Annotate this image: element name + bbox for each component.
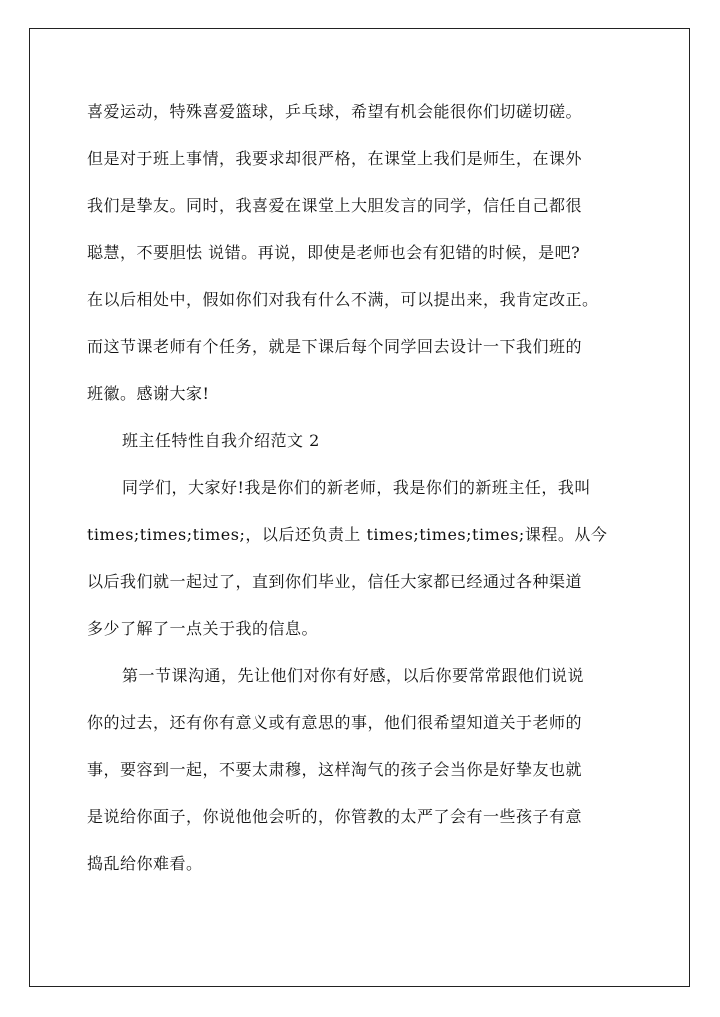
text-line: 聪慧，不要胆怯 说错。再说，即使是老师也会有犯错的时候，是吧? (87, 243, 581, 262)
text-line: 第一节课沟通，先让他们对你有好感，以后你要常常跟他们说说 (122, 666, 585, 685)
text-line: 以后我们就一起过了，直到你们毕业，信任大家都已经通过各种渠道 (87, 572, 583, 591)
text-line: 而这节课老师有个任务，就是下课后每个同学回去设计一下我们班的 (87, 337, 583, 356)
text-line: 事，要容到一起，不要太肃穆，这样淘气的孩子会当你是好挚友也就 (87, 760, 583, 779)
text-line: 是说给你面子，你说他他会听的，你管教的太严了会有一些孩子有意 (87, 807, 583, 826)
text-line: 同学们，大家好!我是你们的新老师，我是你们的新班主任，我叫 (122, 478, 591, 497)
section-heading: 班主任特性自我介绍范文 2 (122, 431, 320, 450)
text-line: 捣乱给你难看。 (87, 854, 203, 873)
text-line: times;times;times;，以后还负责上 times;times;times;课程。从今 (87, 525, 608, 544)
text-line: 班徽。感谢大家! (87, 384, 210, 403)
text-line: 多少了解了一点关于我的信息。 (87, 619, 319, 638)
text-line: 在以后相处中，假如你们对我有什么不满，可以提出来，我肯定改正。 (87, 290, 599, 309)
text-line: 你的过去，还有你有意义或有意思的事，他们很希望知道关于老师的 (87, 713, 583, 732)
text-line: 喜爱运动，特殊喜爱篮球，乒乓球，希望有机会能很你们切磋切磋。 (87, 102, 583, 121)
text-line: 我们是挚友。同时，我喜爱在课堂上大胆发言的同学，信任自己都很 (87, 196, 583, 215)
page-border (29, 28, 690, 987)
text-line: 但是对于班上事情，我要求却很严格，在课堂上我们是师生，在课外 (87, 149, 583, 168)
